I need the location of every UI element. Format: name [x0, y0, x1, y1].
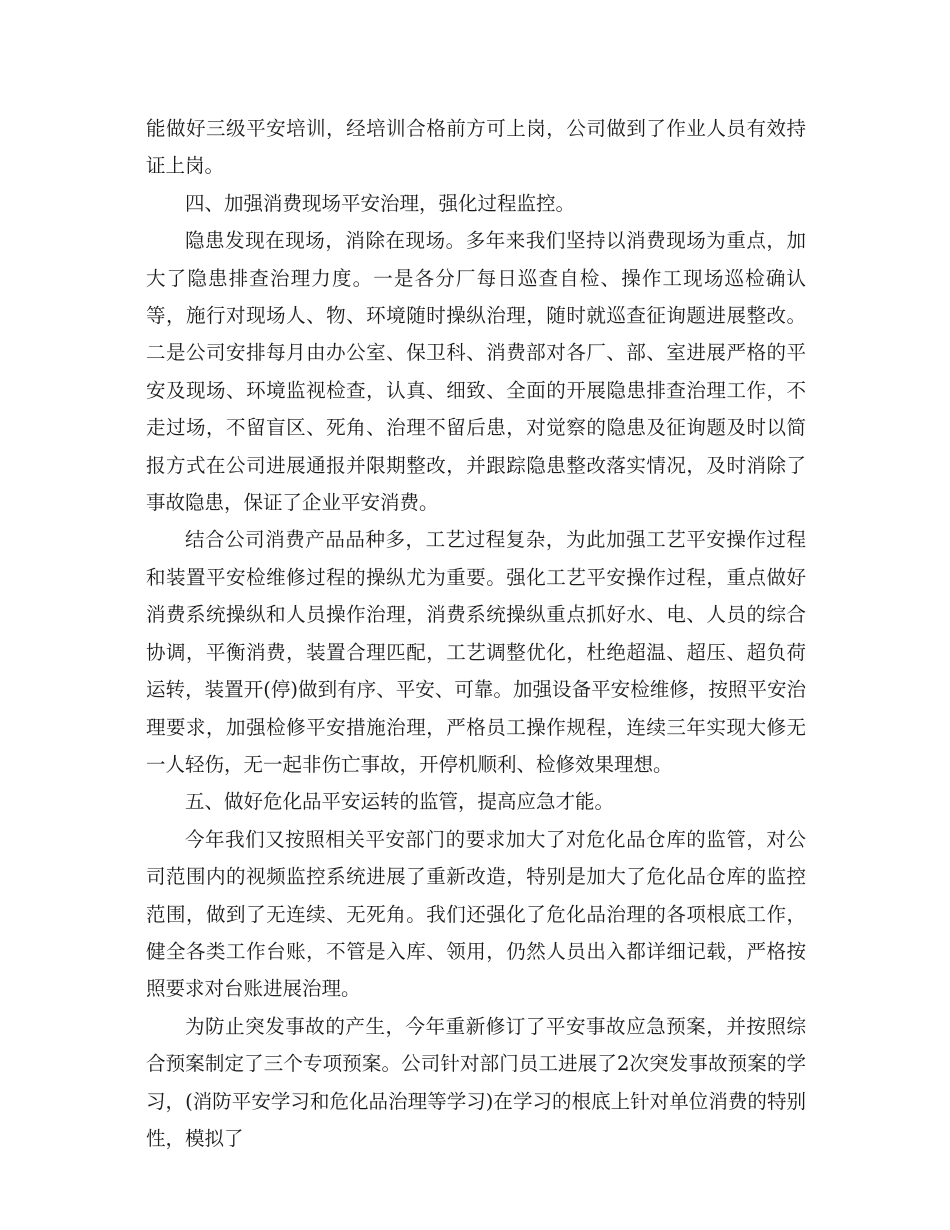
paragraph-process-control: 结合公司消费产品品种多，工艺过程复杂，为此加强工艺平安操作过程和装置平安检维修过程的操纵尤为重要。强化工艺平安操作过程，重点做好消费系统操纵和人员操作治理，消费系统操纵重点抓好水、电、人员的综合协调，平衡消费，装置合理匹配，工艺调整优化，杜绝超温、超压、超负荷运转，装置开(停)做到有序、平安、可靠。加强设备平安检维修，按照平安治理要求，加强检修平安措施治理，严格员工操作规程，连续三年实现大修无一人轻伤，无一起非伤亡事故，开停机顺利、检修效果理想。	[146, 528, 806, 776]
heading-section-four: 四、加强消费现场平安治理，强化过程监控。	[185, 191, 576, 215]
paragraph-training-continuation: 能做好三级平安培训，经培训合格前方可上岗，公司做到了作业人员有效持证上岗。	[146, 117, 806, 178]
paragraph-emergency-plan: 为防止突发事故的产生，今年重新修订了平安事故应急预案，并按照综合预案制定了三个专项预案。公司针对部门员工进展了2次突发事故预案的学习，(消防平安学习和危化品治理等学习)在学习的根底上针对单位消费的特别性，模拟了	[146, 1014, 806, 1150]
paragraph-hazard-inspection: 隐患发现在现场，消除在现场。多年来我们坚持以消费现场为重点，加大了隐患排查治理力度。一是各分厂每日巡查自检、操作工现场巡检确认等，施行对现场人、物、环境随时操纵治理，随时就巡查征询题进展整改。二是公司安排每月由办公室、保卫科、消费部对各厂、部、室进展严格的平安及现场、环境监视检查，认真、细致、全面的开展隐患排查治理工作，不走过场，不留盲区、死角、治理不留后患，对觉察的隐患及征询题及时以简报方式在公司进展通报并限期整改，并跟踪隐患整改落实情况，及时消除了事故隐患，保证了企业平安消费。	[146, 229, 806, 515]
paragraph-chemical-warehouse: 今年我们又按照相关平安部门的要求加大了对危化品仓库的监管，对公司范围内的视频监控系统进展了重新改造，特别是加大了危化品仓库的监控范围，做到了无连续、无死角。我们还强化了危化品治理的各项根底工作，健全各类工作台账，不管是入库、领用，仍然人员出入都详细记载，严格按照要求对台账进展治理。	[146, 827, 806, 1001]
heading-section-five: 五、做好危化品平安运转的监管，提高应急才能。	[185, 790, 615, 814]
document-body	[146, 110, 806, 1157]
